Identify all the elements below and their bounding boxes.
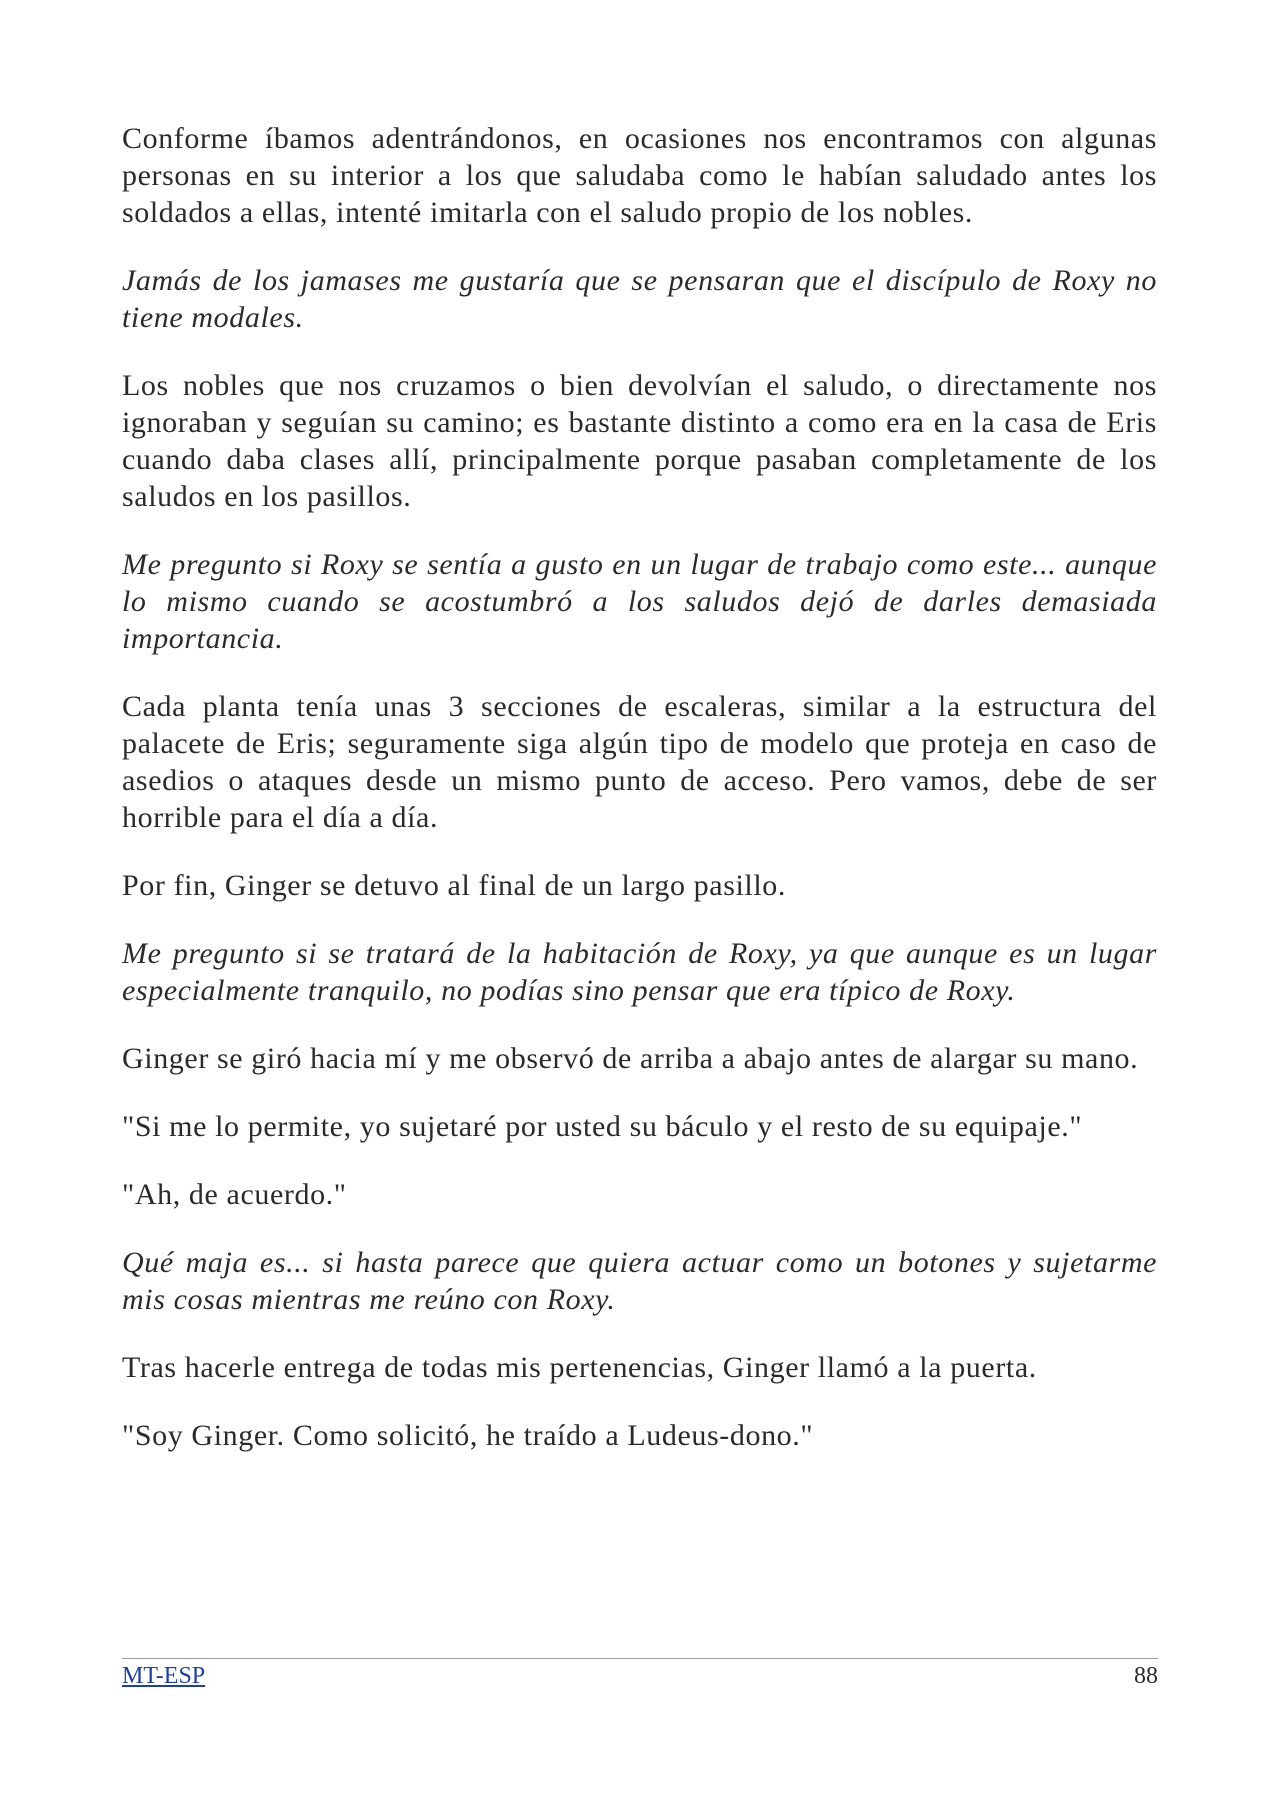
paragraph-9: "Si me lo permite, yo sujetaré por usted su báculo y el resto de su equipaje."	[122, 1110, 1083, 1143]
paragraph-1: Conforme íbamos adentrándonos, en ocasiones nos encontramos con algunas personas en su interior a los que saludaba como le habían saludado antes los soldados a ellas, intenté imitarla con el saludo propio de los nobles.	[122, 122, 1157, 229]
footer-divider	[122, 1658, 1158, 1659]
paragraph-7: Me pregunto si se tratará de la habitación de Roxy, ya que aunque es un lugar especialmente tranquilo, no podías sino pensar que era típico de Roxy.	[122, 937, 1157, 1007]
paragraph-3: Los nobles que nos cruzamos o bien devolvían el saludo, o directamente nos ignoraban y seguían su camino; es bastante distinto a como era en la casa de Eris cuando daba clases allí, principalmente porque pasaban completamente de los saludos en los pasillos.	[122, 369, 1157, 513]
paragraph-11: Qué maja es... si hasta parece que quiera actuar como un botones y sujetarme mis cosas mientras me reúno con Roxy.	[122, 1246, 1157, 1316]
body-text	[122, 120, 1157, 1485]
paragraph-12: Tras hacerle entrega de todas mis pertenencias, Ginger llamó a la puerta.	[122, 1351, 1037, 1384]
page-number: 88	[1134, 1663, 1158, 1689]
paragraph-6: Por fin, Ginger se detuvo al final de un largo pasillo.	[122, 869, 786, 902]
footer-site-link[interactable]: MT-ESP	[122, 1663, 206, 1689]
paragraph-8: Ginger se giró hacia mí y me observó de arriba a abajo antes de alargar su mano.	[122, 1042, 1139, 1075]
paragraph-13: "Soy Ginger. Como solicitó, he traído a Ludeus-dono."	[122, 1419, 814, 1452]
paragraph-10: "Ah, de acuerdo."	[122, 1178, 347, 1211]
paragraph-2: Jamás de los jamases me gustaría que se pensaran que el discípulo de Roxy no tiene modales.	[122, 264, 1157, 334]
paragraph-5: Cada planta tenía unas 3 secciones de escaleras, similar a la estructura del palacete de Eris; seguramente siga algún tipo de modelo que proteja en caso de asedios o ataques desde un mismo punto de acceso. Pero vamos, debe de ser horrible para el día a día.	[122, 690, 1157, 834]
paragraph-4: Me pregunto si Roxy se sentía a gusto en un lugar de trabajo como este... aunque lo mismo cuando se acostumbró a los saludos dejó de darles demasiada importancia.	[122, 548, 1157, 655]
